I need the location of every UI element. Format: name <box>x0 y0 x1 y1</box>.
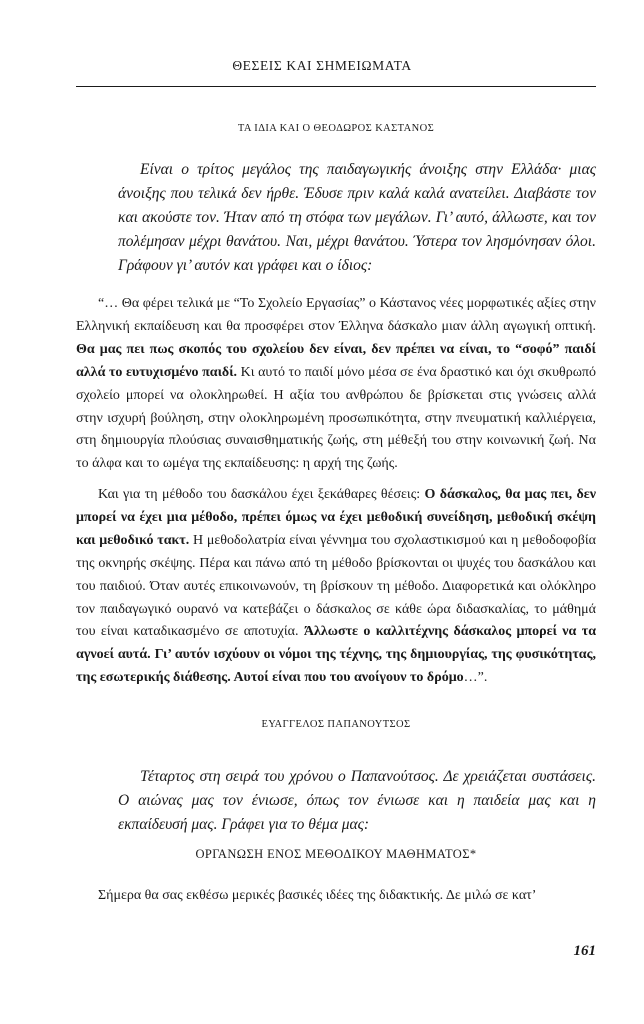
intro-paragraph-papanoutsos: Τέταρτος στη σειρά του χρόνου ο Παπανούτσος. Δε χρειάζεται συστάσεις. Ο αιώνας μας τον ένιωσε, όπως τον ένιωσε και η παιδεία μας και η εκπαίδευσή μας. Γράφει για το θέμα μας: <box>118 768 596 833</box>
quote-paragraph-1 <box>76 293 596 476</box>
running-head: ΘΕΣΕΙΣ ΚΑΙ ΣΗΜΕΙΩΜΑΤΑ <box>232 58 412 73</box>
quote-text: Κι αυτό το παιδί μόνο μέσα σε ένα δραστικό και όχι σκυθρωπό σχολείο μπορεί να ολοκληρωθεί. Η αξία του ανθρώπου δε βρίσκεται στις γνώσεις αλλά στην ισχυρή βούληση, στην ολοκληρωμένη προσωπικότητα, στην πνευματική καλλιέργεια, στη δημιουργία πλούσιας συναισθηματικής ζωής, στη μέθεξή του στην κοινωνική ζωή. Να το άλφα και το ωμέγα της εκπαίδευσης: η αρχή της ζωής. <box>76 364 596 472</box>
page-number: 161 <box>573 943 596 959</box>
closing-paragraph: Σήμερα θα σας εκθέσω μερικές βασικές ιδέες της διδακτικής. Δε μιλώ σε κατ’ <box>98 888 537 903</box>
quote-bold-text: Ο δάσκαλος, θα μας πει, δεν μπορεί να έχει μια μέθοδο, πρέπει όμως να έχει μεθοδική συνείδηση, μεθοδική σκέψη και μεθοδικό τακτ. <box>76 487 596 548</box>
header-rule <box>76 86 596 87</box>
quote-text: Και για τη μέθοδο του δασκάλου έχει ξεκάθαρες θέσεις: <box>98 487 421 502</box>
quote-paragraph-2 <box>76 484 596 690</box>
quote-text: “… Θα φέρει τελικά με “Το Σχολείο Εργασίας” ο Κάστανος νέες μορφωτικές αξίες στην Ελληνική εκπαίδευση και θα προσφέρει στον Έλληνα δάσκαλο μιαν άλλη αγωγική οπτική. <box>76 296 596 334</box>
section-heading-papanoutsos: ΕΥΑΓΓΕΛΟΣ ΠΑΠΑΝΟΥΤΣΟΣ <box>261 719 411 730</box>
quote-bold-text: Θα μας πει πως σκοπός του σχολείου δεν είναι, δεν πρέπει να είναι, το “σοφό” παιδί αλλά το ευτυχισμένο παιδί. <box>76 341 596 380</box>
quote-end: …”. <box>463 670 488 686</box>
intro-paragraph-kastanos: Είναι ο τρίτος μεγάλος της παιδαγωγικής άνοιξης στην Ελλάδα· μιας άνοιξης που τελικά δεν ήρθε. Έδυσε πριν καλά καλά ανατείλει. Διαβάστε τον και ακούστε τον. Ήταν από τη στόφα των μεγάλων. Γι’ αυτό, άλλωστε, και τον πολέμησαν μέχρι θανάτου. Ναι, μέχρι θανάτου. Ύστερα τον λησμόνησαν όλοι. Γράφουν γι’ αυτόν και γράφει και ο ίδιος: <box>118 161 596 274</box>
article-title: ΟΡΓΑΝΩΣΗ ΕΝΟΣ ΜΕΘΟΔΙΚΟΥ ΜΑΘΗΜΑΤΟΣ* <box>195 847 477 861</box>
quote-bold-text: Άλλωστε ο καλλιτέχνης δάσκαλος μπορεί να τα αγνοεί αυτά. Γι’ αυτόν ισχύουν οι νόμοι της τέχνης, της δημιουργίας, της φυσικότητας, της εσωτερικής διάθεσης. Αυτοί είναι που του ανοίγουν το δρόμο <box>76 624 597 686</box>
section-heading-kastanos: ΤΑ ΙΔΙΑ ΚΑΙ Ο ΘΕΟΔΩΡΟΣ ΚΑΣΤΑΝΟΣ <box>237 123 435 134</box>
quote-text: Η μεθοδολατρία είναι γέννημα του σχολαστικισμού και η μεθοδοφοβία της οκνηρής σκέψης. Πέρα και πάνω από τη μέθοδο βρίσκονται οι ψυχές του δασκάλου και του παιδιού. Όταν αυτές επικοινωνούν, τη βρίσκουν τη μέθοδο. Διαφορετικά και ολόκληρο τον παιδαγωγικό ουρανό να κατεβάζει ο δάσκαλος σε κάθε ώρα διδασκαλίας, το μάθημά του είναι καταδικασμένο σε αποτυχία. <box>76 532 597 640</box>
